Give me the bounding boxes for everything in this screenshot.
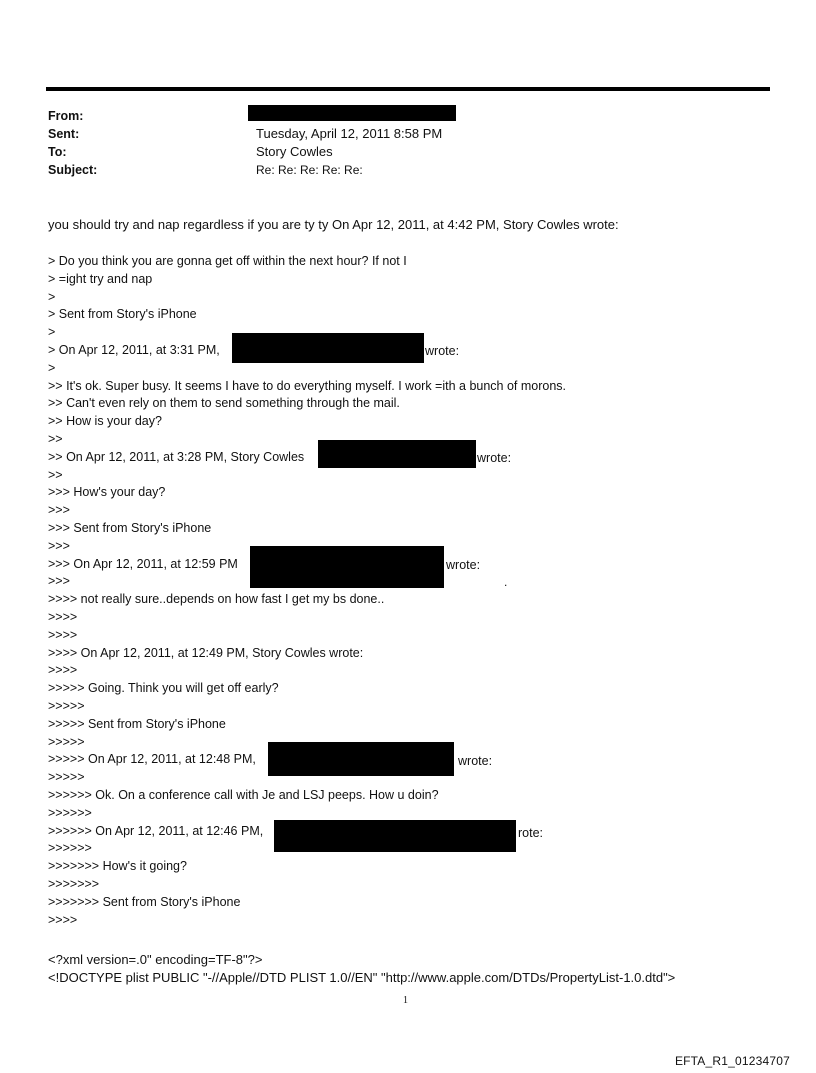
quoted-line: >>>>> Sent from Story's iPhone — [48, 716, 226, 731]
sent-label: Sent: — [48, 127, 80, 141]
quoted-line: >> It's ok. Super busy. It seems I have to do everything myself. I work =ith a bunch of morons. — [48, 378, 567, 393]
quoted-line: >>>>> — [48, 734, 85, 749]
redaction-3 — [250, 546, 444, 588]
quoted-line: >> On Apr 12, 2011, at 3:28 PM, Story Cowles — [48, 449, 305, 464]
redaction-4 — [268, 742, 454, 776]
quoted-line: >>> How's your day? — [48, 485, 166, 500]
quoted-line: >>>> — [48, 663, 78, 678]
quoted-line: >>>>>>> How's it going? — [48, 859, 187, 874]
quoted-line: > On Apr 12, 2011, at 3:31 PM, — [48, 343, 220, 357]
redaction-1 — [232, 333, 424, 363]
subject-value: Re: Re: Re: Re: Re: — [256, 163, 363, 177]
redaction-5 — [274, 820, 516, 852]
quoted-line: >>>>>>> — [48, 877, 100, 891]
redaction-2 — [318, 440, 476, 468]
quoted-line: >>>>>>> Sent from Story's iPhone — [48, 894, 241, 909]
quoted-line: >>>>>> Ok. On a conference call with Je and LSJ peeps. How u doin? — [48, 788, 439, 802]
quoted-line: >>>> not really sure..depends on how fast I get my bs done.. — [48, 592, 385, 607]
quoted-line: > Sent from Story's iPhone — [48, 307, 197, 322]
quoted-line: >>>> — [48, 627, 78, 642]
quoted-line: >>>>> Going. Think you will get off early? — [48, 681, 279, 696]
page-number: 1 — [403, 995, 408, 1006]
quoted-line: >>> — [48, 503, 70, 518]
quoted-line: >> How is your day? — [48, 414, 162, 429]
stray-dot: . — [504, 575, 508, 589]
quoted-line: >>> Sent from Story's iPhone — [48, 521, 212, 535]
to-label: To: — [48, 145, 67, 159]
quoted-line: >>>>>> — [48, 805, 92, 820]
quoted-line: >>> On Apr 12, 2011, at 12:59 PM — [48, 556, 238, 571]
header-rule — [46, 87, 770, 91]
xml-declaration: <?xml version=.0" encoding=TF-8"?> — [48, 952, 263, 967]
to-value: Story Cowles — [256, 144, 333, 159]
from-label: From: — [48, 109, 84, 123]
wrote-text-1: wrote: — [425, 344, 460, 358]
quoted-line: > =ight try and nap — [48, 271, 153, 286]
quoted-line: > — [48, 289, 56, 304]
wrote-text-2: wrote: — [477, 451, 512, 465]
quoted-line: >>> — [48, 574, 70, 589]
quoted-line: >>>>>> On Apr 12, 2011, at 12:46 PM, — [48, 823, 264, 838]
body-intro: you should try and nap regardless if you are ty ty On Apr 12, 2011, at 4:42 PM, Story Cowles wrote: — [48, 217, 619, 232]
wrote-text-4: wrote: — [458, 754, 493, 768]
document-id: EFTA_R1_01234707 — [674, 1054, 790, 1068]
quoted-line: >>>> On Apr 12, 2011, at 12:49 PM, Story Cowles wrote: — [48, 645, 364, 660]
quoted-line: >> Can't even rely on them to send something through the mail. — [48, 396, 400, 411]
from-redaction — [248, 105, 456, 121]
quoted-line: >> — [48, 432, 63, 446]
quoted-line: > Do you think you are gonna get off within the next hour? If not I — [48, 254, 407, 268]
sent-value: Tuesday, April 12, 2011 8:58 PM — [256, 126, 443, 141]
quoted-line: > — [48, 325, 56, 340]
subject-label: Subject: — [48, 163, 98, 177]
quoted-line: >>>> — [48, 610, 78, 624]
quoted-line: >>> — [48, 538, 70, 553]
quoted-line: >>>>>> — [48, 841, 92, 856]
quoted-line: > — [48, 360, 56, 375]
wrote-text-3: wrote: — [446, 558, 481, 572]
quoted-line: >>>>> — [48, 770, 85, 785]
wrote-text-5: rote: — [518, 826, 544, 840]
quoted-line: >>>>> On Apr 12, 2011, at 12:48 PM, — [48, 752, 256, 767]
quoted-line: >>>>> — [48, 699, 85, 713]
doctype-line: <!DOCTYPE plist PUBLIC "-//Apple//DTD PLIST 1.0//EN" "http://www.apple.com/DTDs/PropertyList-1.0.dtd"> — [48, 970, 676, 985]
quoted-line: >> — [48, 467, 63, 482]
quoted-line: >>>> — [48, 912, 78, 927]
